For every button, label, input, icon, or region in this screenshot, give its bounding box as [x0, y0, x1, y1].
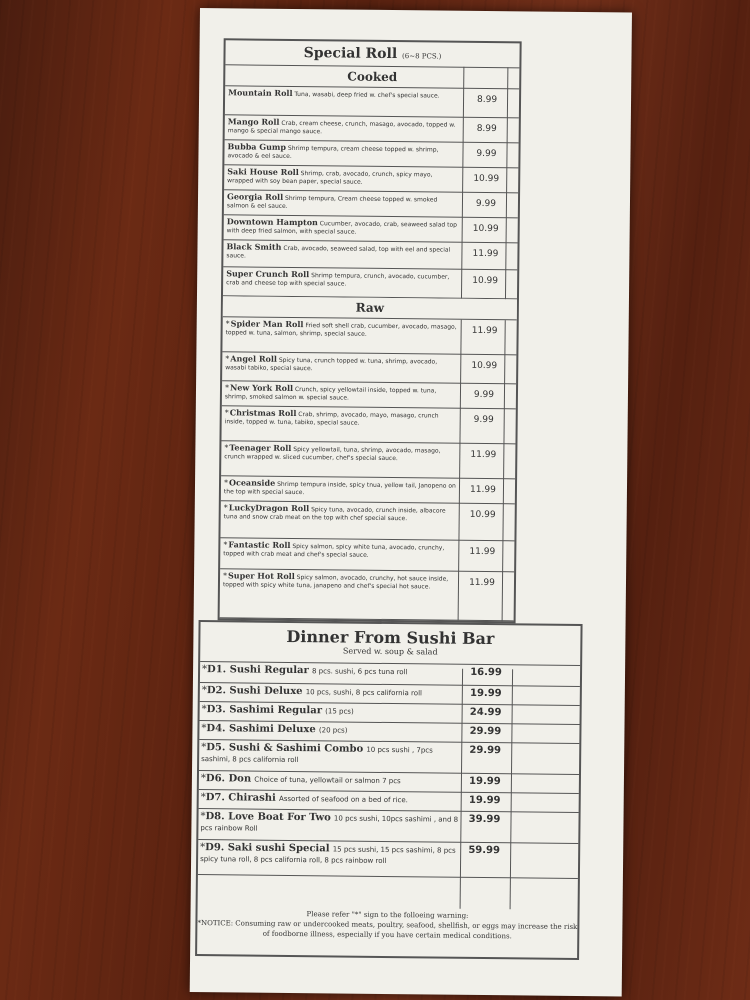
menu-item-description: Spicy tuna, crunch topped w. tuna, shrimp, avocado, wasabi tabiko, special sauce. [225, 356, 438, 373]
dinner-item-name: D9. Saki sushi Special [205, 842, 330, 855]
dinner-item-name: D3. Sashimi Regular [206, 704, 323, 717]
dinner-item-name: D7. Chirashi [205, 792, 276, 804]
cooked-list [223, 86, 519, 299]
menu-item-text [225, 354, 457, 374]
dinner-item-name: D2. Sushi Deluxe [206, 685, 303, 698]
menu-item-description: Spicy yellowtail, tuna, shrimp, avocado, masago, crunch wrapped w. sliced cucumber, chef's special sauce. [224, 446, 441, 463]
menu-item-name: Angel Roll [230, 353, 277, 364]
menu-item-row [221, 406, 515, 444]
dinner-item-row [198, 840, 578, 879]
allergy-notice [197, 906, 577, 958]
menu-item-text [227, 142, 459, 162]
menu-item-price: 10.99 [473, 173, 500, 185]
menu-item-text [227, 217, 459, 237]
raw-warning-star: * [201, 704, 207, 716]
menu-item-name: Georgia Roll [226, 191, 284, 202]
menu-item-text [226, 319, 458, 339]
dinner-item-description: 8 pcs. sushi, 6 pcs tuna roll [311, 667, 408, 677]
menu-item-row [223, 267, 517, 299]
menu-item-description: Shrimp tempura, Cream cheese topped w. smoked salmon & eel sauce. [226, 194, 438, 210]
menu-item-name: Mango Roll [227, 116, 280, 127]
special-roll-section [218, 38, 522, 623]
menu-item-description: Fried soft shell crab, cucumber, avocado, masago, topped w. tuna, salmon, shrimp, special sauce. [225, 322, 457, 338]
menu-item-text [223, 540, 455, 560]
dinner-item-price: 29.99 [469, 725, 502, 738]
notice-text: *NOTICE: Consuming raw or undercooked meats, poultry, seafood, shellfish, or eggs may increase the risk of foodborne illness, especially if you have certain medical conditions. [197, 919, 578, 941]
menu-item-price: 8.99 [476, 94, 498, 106]
menu-item-name: Super Hot Roll [228, 570, 295, 582]
menu-item-row [224, 190, 518, 218]
raw-warning-star: * [225, 354, 230, 364]
dinner-item-text [201, 723, 459, 737]
menu-item-row [225, 115, 519, 143]
menu-item-price: 9.99 [476, 148, 497, 160]
menu-item-name: LuckyDragon Roll [228, 502, 310, 514]
menu-item-name: Fantastic Roll [228, 539, 291, 550]
menu-item-description: Shrimp, crab, avocado, crunch, spicy mayo, wrapped with soy bean paper, special sauce. [227, 170, 433, 186]
dinner-item-text [201, 773, 459, 787]
menu-item-name: Spider Man Roll [230, 318, 304, 330]
dinner-item-description: Assorted of seafood on a bed of rice. [278, 794, 408, 805]
dinner-item-text [200, 811, 458, 836]
raw-warning-star: * [225, 319, 230, 329]
menu-item-text [226, 242, 458, 262]
menu-item-row [220, 569, 514, 621]
menu-item-description: Crunch, spicy yellowtail inside, topped w. tuna, shrimp, smoked salmon w. special sauce. [224, 386, 437, 402]
dinner-item-description: 10 pcs, sushi, 8 pcs california roll [305, 688, 423, 698]
dinner-item-name: D5. Sushi & Sashimi Combo [206, 742, 364, 755]
dinner-item-price: 19.99 [469, 687, 502, 700]
menu-item-name: New York Roll [229, 382, 294, 393]
dinner-item-description: Choice of tuna, yellowtail or salmon 7 pcs [254, 775, 401, 786]
dinner-item-text [202, 685, 460, 699]
dinner-item-text [201, 792, 459, 806]
dinner-item-price: 19.99 [469, 775, 501, 788]
dinner-item-price: 59.99 [468, 844, 501, 857]
menu-item-row [224, 165, 518, 193]
raw-warning-star: * [223, 478, 229, 488]
menu-item-price: 11.99 [469, 577, 495, 589]
special-roll-title: Special Roll (6~8 PCS.) [225, 40, 519, 68]
menu-item-text [228, 88, 460, 100]
menu-item-row [224, 215, 518, 243]
menu-item-description: Crab, shrimp, avocado, mayo, masago, crunch inside, topped w. tuna, tabiko, special sauce. [224, 411, 439, 427]
menu-item-name: Saki House Roll [227, 166, 299, 178]
menu-item-description: Spicy salmon, spicy white tuna, avocado, crunchy, topped with crab meat and chef's special sauce. [223, 542, 445, 559]
menu-item-name: Teenager Roll [229, 442, 292, 453]
dinner-item-name: D1. Sushi Regular [207, 664, 309, 677]
menu-item-text [225, 383, 457, 403]
menu-item-row [224, 140, 518, 168]
raw-warning-star: * [224, 408, 229, 418]
dinner-item-description: 15 pcs sushi, 15 pcs sashimi, 8 pcs spicy tuna roll, 8 pcs california roll, 8 pcs rainbow roll [200, 845, 456, 865]
menu-item-row [221, 476, 515, 504]
menu-item-name: Bubba Gump [227, 141, 287, 152]
dinner-item-description: 10 pcs sushi, 10pcs sashimi , and 8 pcs rainbow Roll [200, 814, 459, 833]
menu-item-row [225, 86, 519, 118]
dinner-list [198, 662, 580, 879]
menu-item-price: 9.99 [475, 198, 497, 210]
menu-item-row [222, 352, 516, 384]
dinner-item-text [201, 742, 459, 767]
menu-item-description: Spicy salmon, avocado, crunchy, hot sauce inside, topped with spicy white tuna, janapeno and chef's special hot sauce. [222, 574, 449, 591]
menu-item-name: Black Smith [226, 241, 282, 252]
menu-item-price: 11.99 [470, 449, 497, 461]
menu-item-row [222, 381, 516, 409]
raw-warning-star: * [223, 571, 228, 581]
dinner-item-price: 39.99 [468, 813, 501, 826]
menu-item-text [224, 443, 456, 463]
menu-item-description: Spicy tuna, avocado, crunch inside, albacore tuna and snow crab meat on the top with chef special sauce. [223, 506, 446, 523]
menu-item-price: 9.99 [473, 389, 495, 401]
menu-item-text [224, 478, 456, 498]
dinner-item-price: 19.99 [468, 794, 501, 807]
raw-warning-star: * [223, 503, 228, 513]
dinner-item-row [198, 809, 578, 844]
menu-item-price: 10.99 [472, 275, 499, 287]
dinner-item-text [202, 704, 460, 718]
dinner-item-description: 10 pcs sushi , 7pcs sashimi, 8 pcs california roll [201, 745, 433, 765]
menu-item-price: 8.99 [476, 123, 497, 135]
dinner-item-text [202, 664, 460, 678]
menu-item-row [220, 501, 514, 541]
menu-item-description: Shrimp tempura inside, spicy tnua, yellow tail, Janopeno on the top with special sauce. [223, 480, 456, 497]
menu-item-row [223, 240, 517, 270]
menu-item-price: 11.99 [472, 248, 499, 260]
dinner-item-price: 16.99 [470, 666, 502, 679]
dinner-item-price: 24.99 [469, 706, 502, 719]
menu-item-description: Shrimp tempura, cream cheese topped w. shrimp, avocado & eel sauce. [227, 144, 439, 160]
menu-item-description: Crab, avocado, seaweed salad, top with eel and special sauce. [226, 244, 451, 260]
menu-item-text [225, 408, 457, 428]
menu-item-name: Oceanside [228, 477, 276, 488]
dinner-item-row [199, 740, 579, 775]
raw-warning-star: * [224, 383, 230, 393]
menu-item-row [220, 538, 514, 572]
raw-warning-star: * [202, 664, 208, 676]
menu-item-name: Super Crunch Roll [226, 268, 310, 280]
raw-warning-star: * [200, 792, 206, 804]
menu-item-text [228, 117, 460, 137]
menu-item-description: Tuna, wasabi, deep fried w. chef's special sauce. [294, 90, 440, 100]
notice-refer: Please refer "*" sign to the folloeing warning: [306, 910, 469, 920]
menu-item-text [224, 503, 456, 523]
menu-item-price: 11.99 [471, 325, 498, 337]
menu-sheet [190, 8, 632, 996]
raw-warning-star: * [201, 742, 207, 754]
cooked-heading: Cooked [225, 65, 519, 89]
menu-item-price: 11.99 [469, 546, 496, 558]
raw-warning-star: * [200, 842, 206, 854]
menu-item-price: 10.99 [472, 223, 499, 235]
menu-item-price: 10.99 [471, 360, 498, 372]
dinner-item-description: (20 pcs) [318, 726, 348, 735]
menu-item-price: 9.99 [473, 414, 494, 426]
menu-item-price: 10.99 [469, 509, 496, 521]
raw-warning-star: * [200, 773, 206, 785]
menu-item-description: Crab, cream cheese, crunch, masago, avocado, topped w. mango & special mango sauce. [227, 119, 456, 136]
menu-item-text [227, 167, 459, 187]
dinner-item-description: (15 pcs) [325, 707, 354, 716]
menu-item-description: Shrimp tempura, crunch, avocado, cucumber, crab and cheese top with special sauce. [226, 272, 450, 288]
menu-item-name: Mountain Roll [228, 87, 293, 98]
menu-item-row [222, 317, 516, 355]
raw-warning-star: * [201, 723, 207, 735]
dinner-item-name: D4. Sashimi Deluxe [206, 723, 316, 736]
dinner-item-name: D8. Love Boat For Two [205, 811, 331, 824]
dinner-section [195, 620, 582, 960]
menu-item-text [226, 269, 458, 289]
raw-warning-star: * [201, 685, 207, 697]
raw-list [220, 317, 517, 621]
menu-item-price: 11.99 [470, 484, 496, 496]
dinner-item-price: 29.99 [469, 744, 502, 757]
dinner-title: Dinner From Sushi Bar [286, 626, 495, 649]
raw-heading: Raw [223, 296, 517, 320]
menu-item-description: Cucumber, avocado, crab, seaweed salad top with deep fried salmon, with special sauce. [226, 220, 458, 236]
raw-warning-star: * [200, 811, 206, 823]
dinner-item-text [200, 842, 458, 867]
menu-item-text [223, 571, 455, 591]
menu-item-row [221, 441, 515, 479]
menu-item-name: Christmas Roll [229, 407, 297, 419]
raw-warning-star: * [224, 443, 229, 453]
raw-warning-star: * [223, 540, 228, 550]
dinner-subtitle: Served w. soup & salad [200, 645, 580, 666]
menu-item-name: Downtown Hampton [226, 216, 318, 228]
menu-item-text [227, 192, 459, 212]
dinner-item-name: D6. Don [205, 773, 252, 785]
